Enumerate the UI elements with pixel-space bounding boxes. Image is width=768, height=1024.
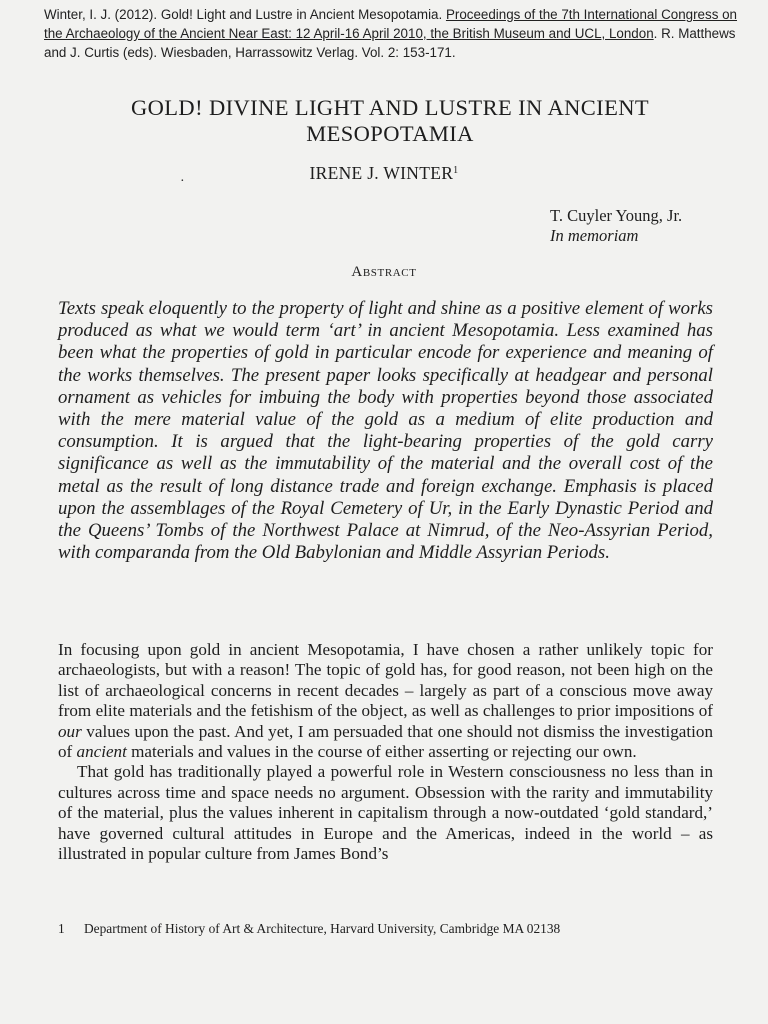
author-footnote-mark: 1 bbox=[453, 165, 459, 176]
abstract-heading: Abstract bbox=[351, 264, 417, 280]
citation-header bbox=[44, 5, 744, 62]
paragraph-1-part-c: materials and values in the course of either asserting or rejecting our own. bbox=[126, 742, 637, 762]
footnote-text: Department of History of Art & Architecture, Harvard University, Cambridge MA 02138 bbox=[84, 921, 561, 936]
author-line bbox=[0, 163, 768, 184]
paragraph-1-part-b: values upon the past. And yet, I am persuaded that one should not dismiss the investigation of bbox=[58, 721, 713, 762]
paper-title-line-2: MESOPOTAMIA bbox=[306, 121, 474, 147]
body-text bbox=[58, 640, 713, 864]
citation-proceedings-title: Proceedings of the 7th International Congress on the Archaeology of the Ancient Near East: 12 April-16 April 2010, the British Museum and UCL, London bbox=[44, 7, 738, 41]
dedication bbox=[550, 206, 682, 246]
emphasis-ancient: ancient bbox=[76, 742, 127, 762]
paragraph-1 bbox=[58, 640, 713, 762]
paragraph-2: That gold has traditionally played a powerful role in Western consciousness no less than in cultures across time and space needs no argument. Obsession with the rarity and immutability of the material, plus the values inherent in capitalism through a now-outdated ‘gold standard,’ have governed cultural attitudes in Europe and the Americas, indeed in the world – as illustrated in popular culture from James Bond’s bbox=[58, 762, 713, 864]
paper-title bbox=[50, 95, 730, 147]
author-name: IRENE J. WINTER bbox=[309, 163, 454, 183]
dedication-name: T. Cuyler Young, Jr. bbox=[550, 206, 683, 225]
paragraph-1-part-a: In focusing upon gold in ancient Mesopotamia, I have chosen a rather unlikely topic for archaeologists, but with a reason! The topic of gold has, for good reason, not been high on the list of archaeological concerns in recent decades – largely as part of a conscious move away from elite materials and the fetishism of the object, as well as challenges to prior impositions of bbox=[58, 640, 713, 721]
footnote bbox=[58, 920, 738, 938]
abstract-text: Texts speak eloquently to the property of light and shine as a positive element of works produced as what we would term ‘art’ in ancient Mesopotamia. Less examined has been what the properties of gold in particular encode for experience and meaning of the works themselves. The present paper looks specifically at headgear and personal ornament as vehicles for imbuing the body with properties beyond those associated with the mere material value of the gold as a medium of elite production and consumption. It is argued that the light-bearing properties of the gold carry significance as well as the immutability of the material and the overall cost of the metal as the result of long distance trade and foreign exchange. Emphasis is placed upon the assemblages of the Royal Cemetery of Ur, in the Early Dynastic Period and the Queens’ Tombs of the Northwest Palace at Nimrud, of the Neo-Assyrian Period, with comparanda from the Old Babylonian and Middle Assyrian Periods. bbox=[58, 298, 713, 564]
dedication-note: In memoriam bbox=[550, 226, 639, 245]
citation-text: Winter, I. J. (2012). Gold! Light and Lustre in Ancient Mesopotamia. bbox=[44, 7, 446, 22]
emphasis-our: our bbox=[58, 721, 82, 741]
paper-title-line-1: GOLD! DIVINE LIGHT AND LUSTRE IN ANCIENT bbox=[130, 95, 650, 121]
citation-publisher: . R. Matthews and J. Curtis (eds). Wiesbaden, Harrassowitz Verlag. Vol. 2: 153-171. bbox=[44, 26, 736, 60]
footnote-number: 1 bbox=[58, 921, 65, 936]
stray-mark: · bbox=[180, 174, 185, 189]
